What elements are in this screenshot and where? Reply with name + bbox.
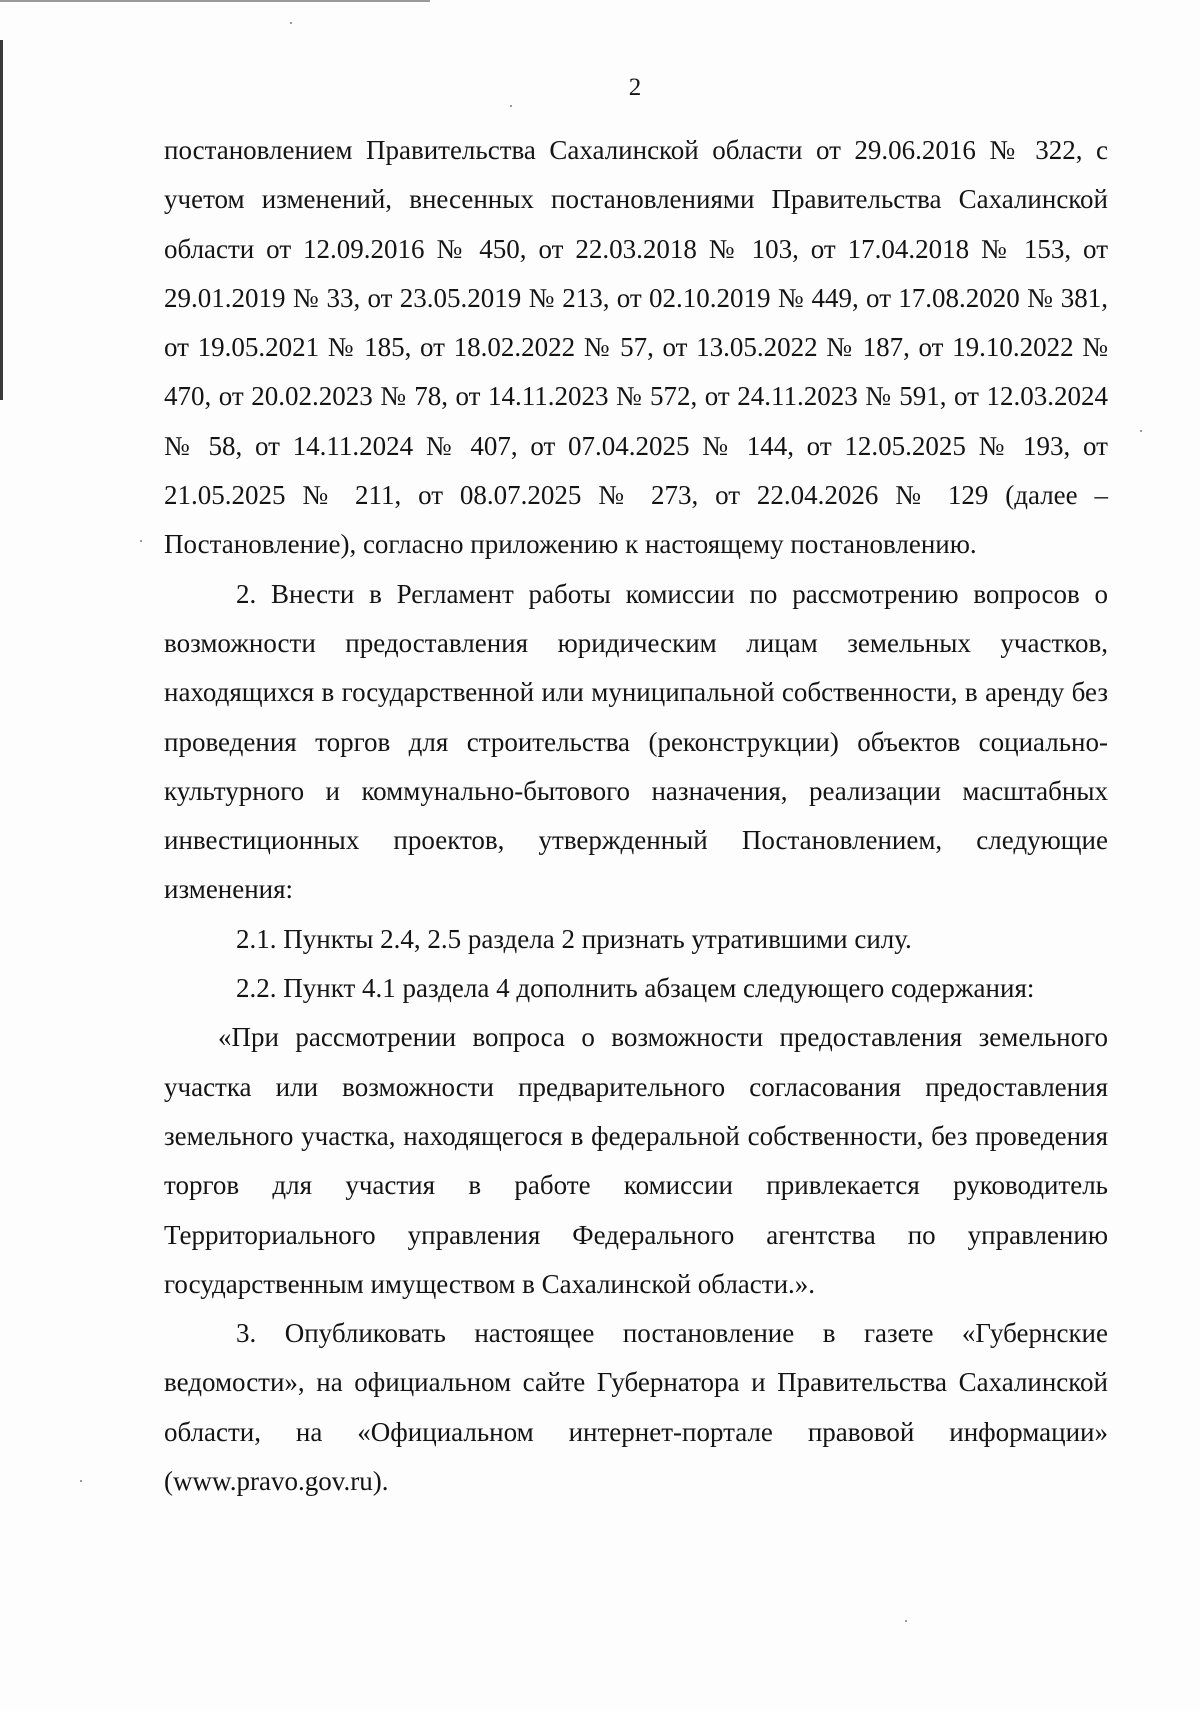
page-number: 2: [628, 74, 642, 101]
paragraph-quoted-text: «При рассмотрении вопроса о возможности предоставления земельного участка или возможности предварительного согласования предоставления земельного участка, находящегося в федеральной собственности, без проведения торгов для участия в работе комиссии привлекается руководитель Территориального управления Федерального агентства по управлению государственным имуществом в Сахалинской области.».: [164, 1022, 1108, 1299]
scan-speck: [80, 1480, 82, 1482]
paragraph-item-2-1: 2.1. Пункты 2.4, 2.5 раздела 2 признать утратившими силу.: [236, 923, 912, 954]
scan-speck: [140, 540, 142, 542]
scan-speck: [905, 1620, 907, 1622]
paragraph-item-2-2: 2.2. Пункт 4.1 раздела 4 дополнить абзацем следующего содержания:: [236, 973, 1035, 1004]
scan-speck: [290, 22, 292, 24]
scan-speck: [510, 105, 512, 107]
paragraph-item-2: 2. Внести в Регламент работы комиссии по рассмотрению вопросов о возможности предоставления юридическим лицам земельных участков, находящихся в государственной или муниципальной собственности, в аренду без проведения торгов для строительства (реконструкции) объектов социально-культурного и коммунально-бытового назначения, реализации масштабных инвестиционных проектов, утвержденный Постановлением, следующие изменения:: [164, 578, 1108, 905]
document-body: [164, 126, 1108, 1506]
scan-edge-top: [0, 0, 430, 2]
scan-speck: [1140, 430, 1142, 432]
paragraph-item-3: 3. Опубликовать настоящее постановление в газете «Губернские ведомости», на официальном сайте Губернатора и Правительства Сахалинской области, на «Официальном интернет-портале правовой информации» (www.pravo.gov.ru).: [164, 1318, 1108, 1497]
paragraph-continuation: постановлением Правительства Сахалинской области от 29.06.2016 № 322, с учетом изменений, внесенных постановлениями Правительства Сахалинской области от 12.09.2016 № 450, от 22.03.2018 № 103, от 17.04.2018 № 153, от 29.01.2019 № 33, от 23.05.2019 № 213, от 02.10.2019 № 449, от 17.08.2020 № 381, от 19.05.2021 № 185, от 18.02.2022 № 57, от 13.05.2022 № 187, от 19.10.2022 № 470, от 20.02.2023 № 78, от 14.11.2023 № 572, от 24.11.2023 № 591, от 12.03.2024 № 58, от 14.11.2024 № 407, от 07.04.2025 № 144, от 12.05.2025 № 193, от 21.05.2025 № 211, от 08.07.2025 № 273, от 22.04.2026 № 129 (далее – Постановление), согласно приложению к настоящему постановлению.: [164, 135, 1108, 560]
